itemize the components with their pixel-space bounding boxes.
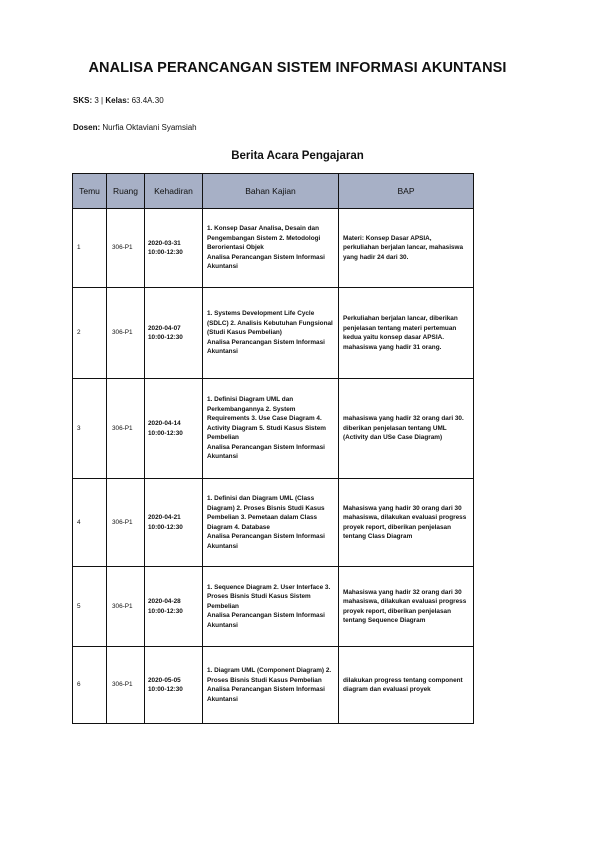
- cell-kehadiran: [145, 567, 203, 647]
- cell-bahan-kajian: [203, 647, 339, 724]
- dosen-value: Nurfia Oktaviani Syamsiah: [102, 123, 197, 132]
- cell-temu: 1: [73, 209, 107, 288]
- cell-bahan-text: 1. Systems Development Life Cycle (SDLC) 2. Analisis Kebutuhan Fungsional (Studi Kasus Pembelian): [207, 310, 333, 337]
- cell-bahan-text: 1. Diagram UML (Component Diagram) 2. Proses Bisnis Studi Kasus Pembelian: [207, 667, 332, 684]
- section-title: Berita Acara Pengajaran: [231, 150, 364, 162]
- cell-tanggal: 2020-05-05: [148, 676, 181, 684]
- cell-jam: 10:00-12:30: [148, 686, 183, 693]
- cell-tanggal: 2020-04-07: [148, 324, 181, 332]
- cell-bahan-matakuliah: Analisa Perancangan Sistem Informasi Akuntansi: [207, 533, 325, 550]
- cell-jam: 10:00-12:30: [148, 607, 183, 615]
- course-info: [73, 96, 164, 105]
- cell-temu: 6: [73, 647, 107, 724]
- cell-jam: 10:00-12:30: [148, 523, 183, 531]
- cell-bahan-text: 1. Sequence Diagram 2. User Interface 3. Proses Bisnis Studi Kasus Sistem Pembelian: [207, 583, 331, 610]
- cell-tanggal: 2020-04-14: [148, 420, 181, 427]
- cell-ruang: 306-P1: [107, 567, 145, 647]
- cell-temu: 2: [73, 288, 107, 379]
- cell-bahan-kajian: [203, 209, 339, 288]
- cell-bahan-text: 1. Konsep Dasar Analisa, Desain dan Pengembangan Sistem 2. Metodologi Berorientasi Objek: [207, 225, 321, 252]
- cell-jam: 10:00-12:30: [148, 429, 183, 437]
- cell-tanggal: 2020-03-31: [148, 239, 181, 247]
- cell-bap: Mahasiswa yang hadir 30 orang dari 30 mahasiswa, dilakukan evaluasi progress proyek report, diberikan penjelasan tentang Class Diagram: [339, 479, 474, 567]
- teaching-log-table: [72, 173, 474, 724]
- cell-jam: 10:00-12:30: [148, 334, 183, 341]
- table-row: [73, 209, 474, 288]
- cell-temu: 3: [73, 379, 107, 479]
- cell-ruang: 306-P1: [107, 647, 145, 724]
- cell-bahan-matakuliah: Analisa Perancangan Sistem Informasi Akuntansi: [207, 686, 325, 703]
- cell-bahan-matakuliah: Analisa Perancangan Sistem Informasi Akuntansi: [207, 443, 325, 461]
- table-row: [73, 479, 474, 567]
- cell-kehadiran: [145, 479, 203, 567]
- cell-jam: 10:00-12:30: [148, 249, 183, 256]
- cell-temu: 4: [73, 479, 107, 567]
- cell-kehadiran: [145, 288, 203, 379]
- kelas-label: Kelas:: [105, 96, 130, 105]
- cell-kehadiran: [145, 647, 203, 724]
- table-row: [73, 647, 474, 724]
- cell-ruang: 306-P1: [107, 479, 145, 567]
- sks-label: SKS:: [73, 96, 93, 105]
- cell-bahan-kajian: [203, 479, 339, 567]
- cell-tanggal: 2020-04-21: [148, 514, 181, 521]
- cell-ruang: 306-P1: [107, 379, 145, 479]
- cell-bap: Mahasiswa yang hadir 32 orang dari 30 mahasiswa, dilakukan evaluasi progress proyek report, diberikan penjelasan tentang Sequence Diagram: [339, 567, 474, 647]
- table-header-row: [73, 174, 474, 209]
- cell-kehadiran: [145, 209, 203, 288]
- cell-temu: 5: [73, 567, 107, 647]
- kelas-value: 63.4A.30: [131, 96, 164, 105]
- cell-bahan-kajian: [203, 288, 339, 379]
- cell-bahan-text: 1. Definisi Diagram UML dan Perkembangannya 2. System Requirements 3. Use Case Diagram 4. Activity Diagram 5. Studi Kasus Sistem Pembelian: [207, 396, 326, 442]
- cell-bahan-matakuliah: Analisa Perancangan Sistem Informasi Akuntansi: [207, 253, 325, 271]
- cell-kehadiran: [145, 379, 203, 479]
- header-temu: Temu: [73, 174, 107, 209]
- cell-bahan-kajian: [203, 379, 339, 479]
- cell-ruang: 306-P1: [107, 209, 145, 288]
- header-kehadiran: Kehadiran: [145, 174, 203, 209]
- cell-bap: Perkuliahan berjalan lancar, diberikan penjelasan tentang materi pertemuan kedua yaitu konsep dasar APSIA. mahasiswa yang hadir 31 orang.: [339, 288, 474, 379]
- cell-bahan-matakuliah: Analisa Perancangan Sistem Informasi Akuntansi: [207, 612, 325, 629]
- separator: |: [101, 96, 104, 105]
- cell-bahan-matakuliah: Analisa Perancangan Sistem Informasi Akuntansi: [207, 338, 325, 356]
- lecturer-info: [73, 123, 197, 132]
- header-bahan-kajian: Bahan Kajian: [203, 174, 339, 209]
- cell-bap: dilakukan progress tentang component diagram dan evaluasi proyek: [339, 647, 474, 724]
- cell-bahan-text: 1. Definisi dan Diagram UML (Class Diagram) 2. Proses Bisnis Studi Kasus Pembelian 3. Pemetaan dalam Class Diagram 4. Database: [207, 495, 325, 531]
- cell-bahan-kajian: [203, 567, 339, 647]
- cell-ruang: 306-P1: [107, 288, 145, 379]
- header-ruang: Ruang: [107, 174, 145, 209]
- cell-bap: Materi: Konsep Dasar APSIA, perkuliahan berjalan lancar, mahasiswa yang hadir 24 dari 30.: [339, 209, 474, 288]
- table-row: [73, 288, 474, 379]
- dosen-label: Dosen:: [73, 123, 101, 132]
- cell-tanggal: 2020-04-28: [148, 598, 181, 605]
- document-title: ANALISA PERANCANGAN SISTEM INFORMASI AKUNTANSI: [88, 60, 507, 76]
- sks-value: 3: [94, 96, 99, 105]
- table-row: [73, 567, 474, 647]
- cell-bap: mahasiswa yang hadir 32 orang dari 30. diberikan penjelasan tentang UML (Activity dan USe Case Diagram): [339, 379, 474, 479]
- table-row: [73, 379, 474, 479]
- header-bap: BAP: [339, 174, 474, 209]
